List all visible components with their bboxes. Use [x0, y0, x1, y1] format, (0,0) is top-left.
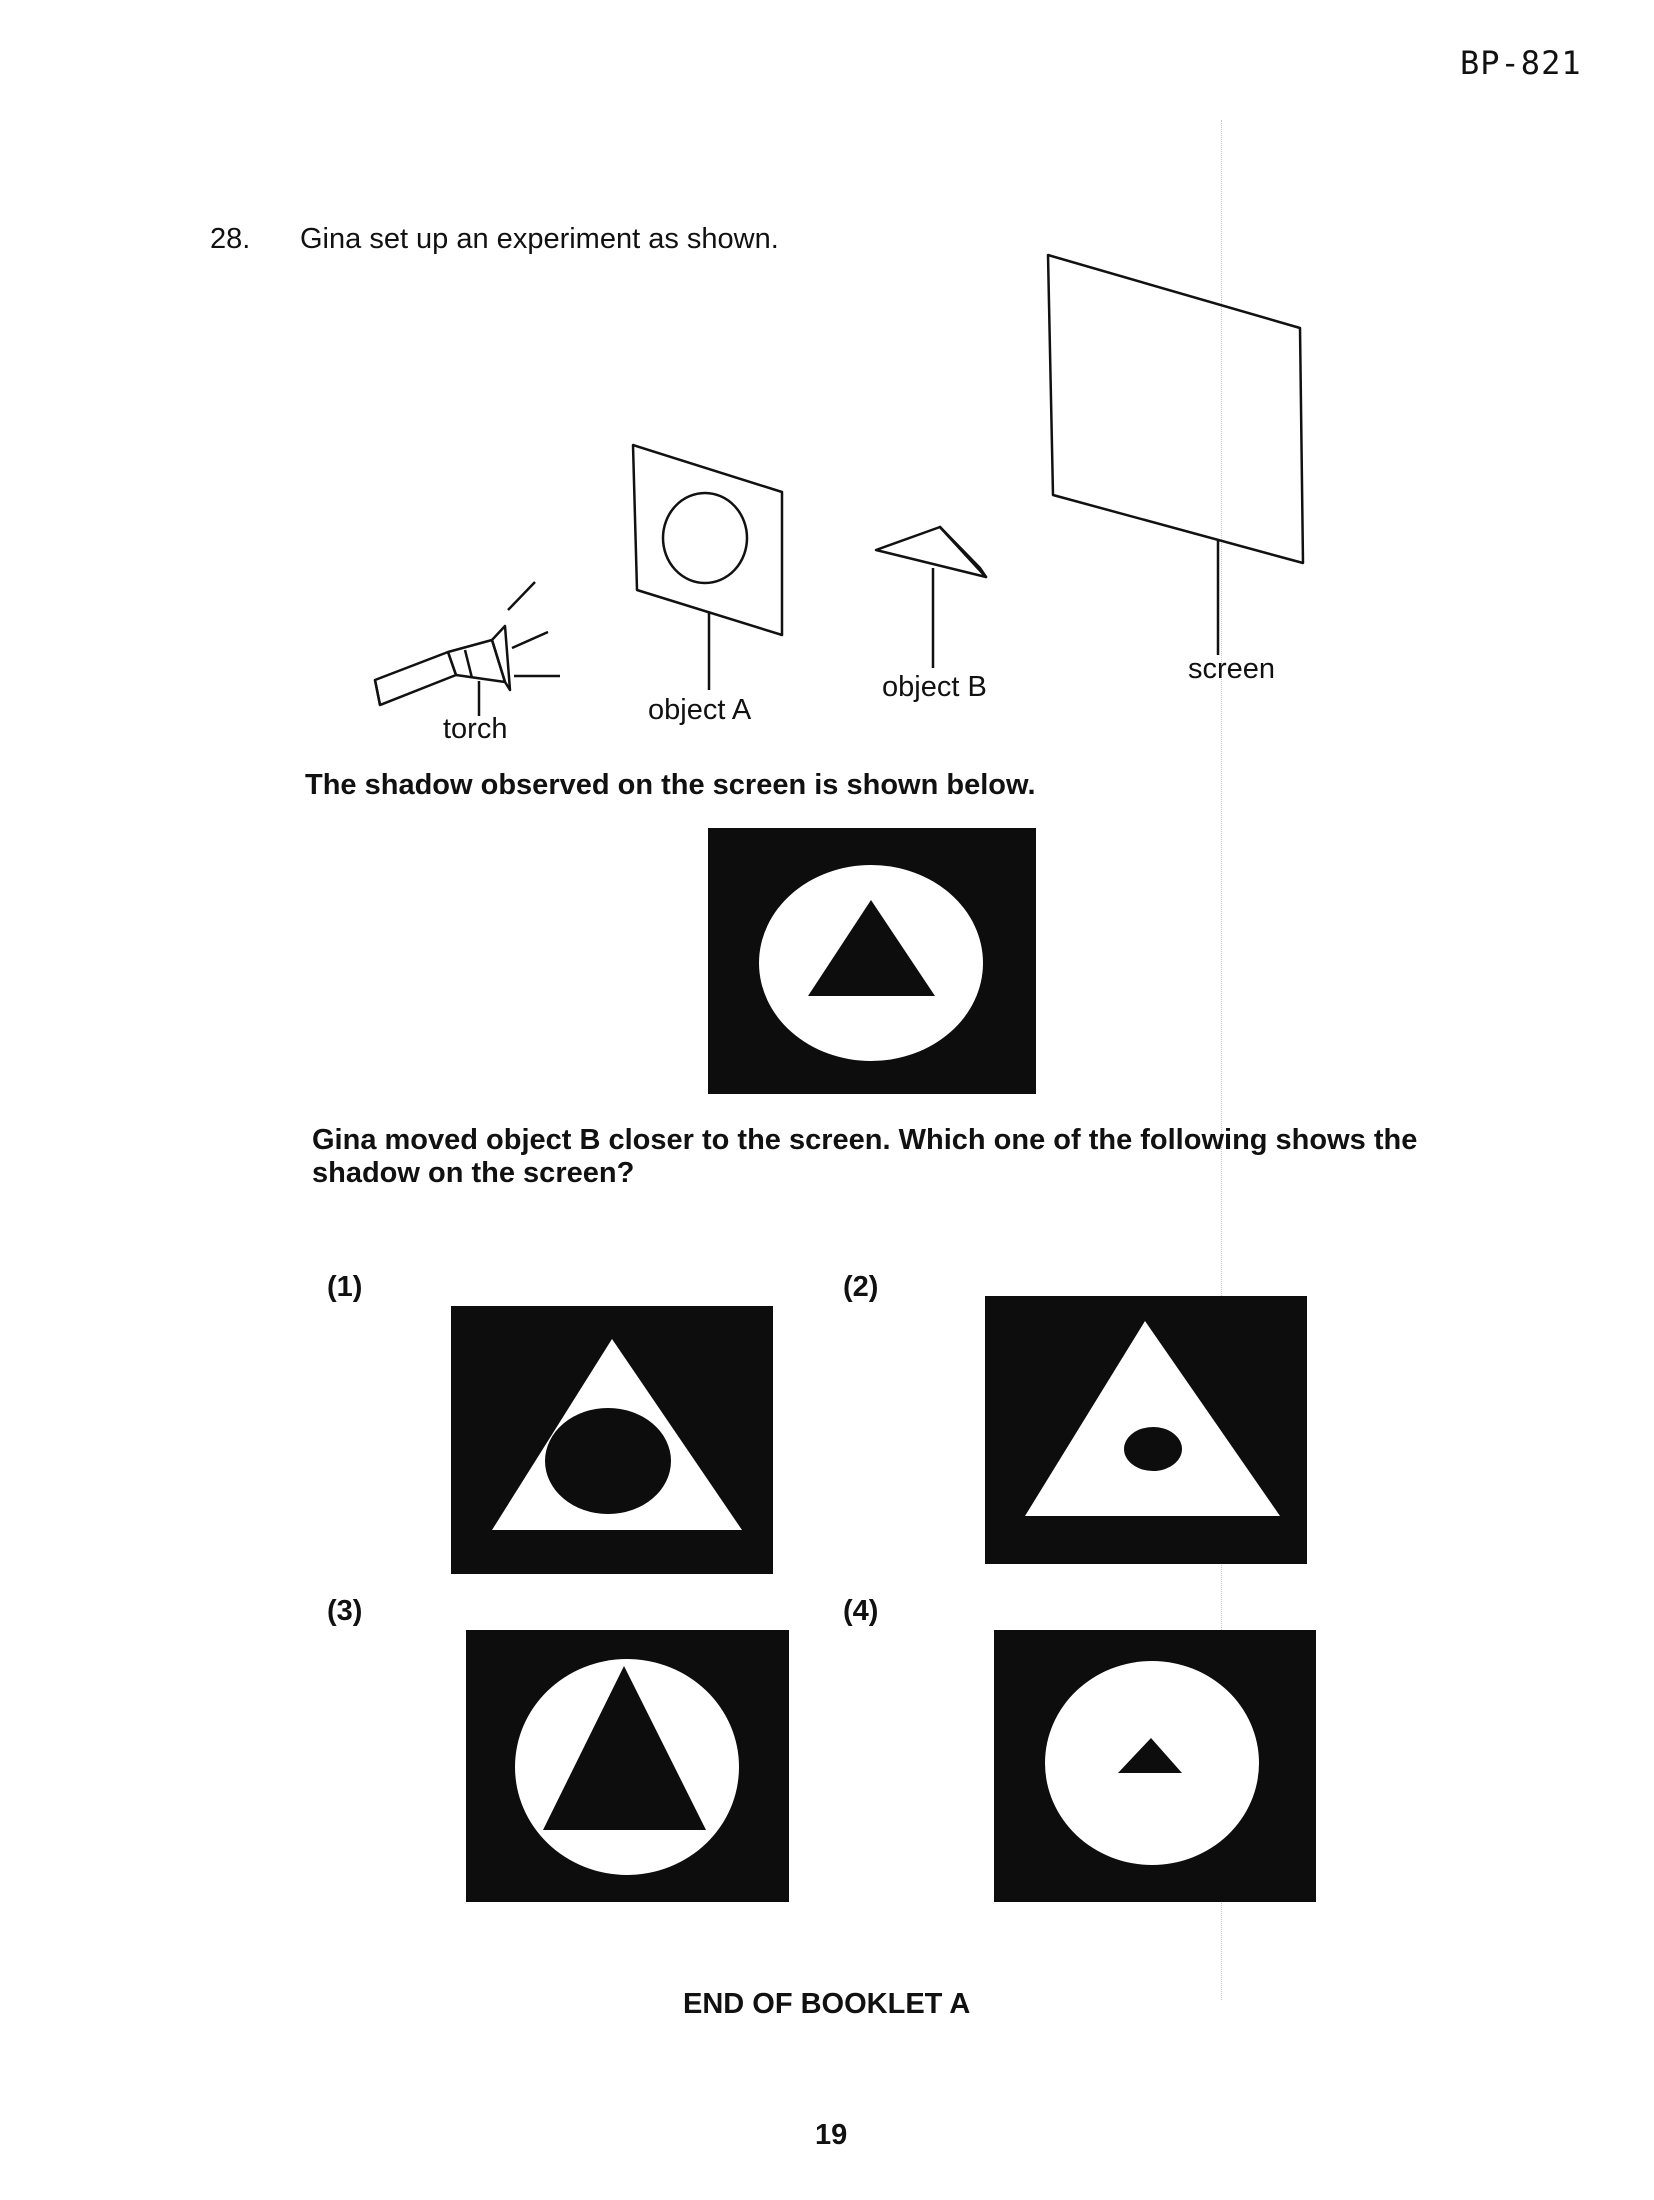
- observed-shadow: [708, 828, 1036, 1094]
- option-2-image[interactable]: [985, 1296, 1307, 1564]
- option-1-label: (1): [327, 1271, 363, 1303]
- object-b-drawing: [876, 527, 986, 668]
- shadow-caption: The shadow observed on the screen is shown below.: [305, 769, 1036, 801]
- object-a-drawing: [633, 445, 782, 690]
- option-2-label: (2): [843, 1271, 879, 1303]
- option-4-image[interactable]: [994, 1630, 1316, 1902]
- label-torch: torch: [443, 713, 508, 745]
- end-of-booklet: END OF BOOKLET A: [683, 1988, 971, 2020]
- screen-drawing: [1048, 255, 1303, 655]
- page-number: 19: [815, 2119, 848, 2151]
- experiment-diagram: [0, 0, 1654, 760]
- option-4-label: (4): [843, 1595, 879, 1627]
- torch-drawing: [375, 582, 560, 716]
- option-3-image[interactable]: [466, 1630, 789, 1902]
- label-object-b: object B: [882, 671, 987, 703]
- paper-code: BP-821: [1460, 44, 1582, 82]
- question-intro: Gina set up an experiment as shown.: [300, 223, 779, 255]
- question-number: 28.: [210, 223, 251, 255]
- question-prompt: Gina moved object B closer to the screen. Which one of the following shows the shadow on the screen?: [312, 1124, 1418, 1189]
- label-screen: screen: [1188, 653, 1276, 685]
- option-1-image[interactable]: [451, 1306, 773, 1574]
- option-3-label: (3): [327, 1595, 363, 1627]
- label-object-a: object A: [648, 694, 752, 726]
